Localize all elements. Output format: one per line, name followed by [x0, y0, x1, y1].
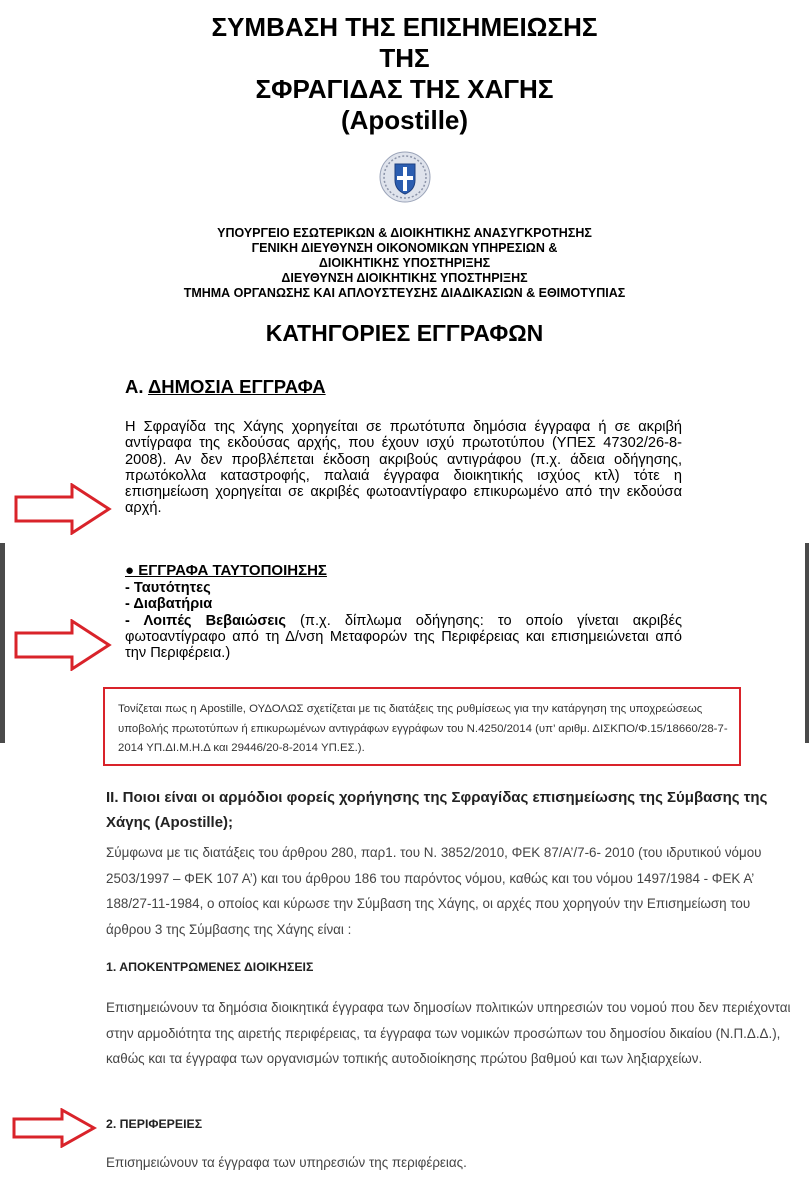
identification-heading: ● ΕΓΓΡΑΦΑ ΤΑΥΤΟΠΟΙΗΣΗΣ — [125, 562, 327, 579]
decentralized-heading: 1. ΑΠΟΚΕΝΤΡΩΜΕΝΕΣ ΔΙΟΙΚΗΣΕΙΣ — [106, 960, 314, 974]
section-a-prefix: Α. — [125, 376, 148, 397]
categories-title: ΚΑΤΗΓΟΡΙΕΣ ΕΓΓΡΑΦΩΝ — [265, 320, 544, 346]
identification-list — [125, 580, 682, 661]
title-line: (Apostille) — [340, 105, 469, 135]
section-ii-heading: ΙΙ. Ποιοι είναι οι αρμόδιοι φορείς χορήγησης της Σφραγίδας επισημείωσης της Σύμβασης της Χάγης (Apostille); — [106, 789, 768, 831]
ministry-header — [0, 226, 809, 301]
ministry-line: ΥΠΟΥΡΓΕΙΟ ΕΣΩΤΕΡΙΚΩΝ & ΔΙΟΙΚΗΤΙΚΗΣ ΑΝΑΣΥΓΚΡΟΤΗΣΗΣ — [217, 226, 592, 240]
right-frame-bar — [805, 543, 809, 743]
list-item-detail: (π.χ. δίπλωμα οδήγησης: το οποίο γίνεται ακριβές φωτοαντίγραφο από τη Δ/νση Μεταφορών της Περιφέρειας και επισημειώνεται από την Περιφέρεια.) — [125, 612, 682, 662]
right-arrow-icon — [14, 619, 112, 671]
document-title — [0, 12, 809, 136]
notice-box — [103, 687, 741, 766]
regions-paragraph: Επισημειώνουν τα έγγραφα των υπηρεσιών της περιφέρειας. — [106, 1155, 467, 1170]
left-frame-bar — [0, 543, 5, 743]
section-a-paragraph: Η Σφραγίδα της Χάγης χορηγείται σε πρωτότυπα δημόσια έγγραφα ή σε ακριβή αντίγραφα της εκδούσας αρχής, που έχουν ισχύ πρωτοτύπου (ΥΠΕΣ 47302/26-8-2008). Αν δεν προβλέπεται έκδοση ακριβούς αντιγράφου (π.χ. άδεια οδήγησης, πρωτόκολλα καταστροφής, παλαιά έγγραφα διοικητικής ισχύος κτλ) τότε η επισημείωση χορηγείται σε ακριβές φωτοαντίγραφο επικυρωμένο από την εκδούσα αρχή. — [125, 419, 682, 517]
list-item-label: - Λοιπές Βεβαιώσεις — [125, 612, 286, 629]
title-line: ΣΦΡΑΓΙΔΑΣ ΤΗΣ ΧΑΓΗΣ — [255, 74, 554, 104]
greek-coat-of-arms-icon — [378, 150, 432, 204]
ministry-line: ΔΙΟΙΚΗΤΙΚΗΣ ΥΠΟΣΤΗΡΙΞΗΣ — [318, 256, 491, 270]
title-line: ΤΗΣ — [379, 43, 430, 73]
ministry-line: ΔΙΕΥΘΥΝΣΗ ΔΙΟΙΚΗΤΙΚΗΣ ΥΠΟΣΤΗΡΙΞΗΣ — [281, 271, 528, 285]
section-a-heading — [125, 376, 326, 398]
ministry-line: ΓΕΝΙΚΗ ΔΙΕΥΘΥΝΣΗ ΟΙΚΟΝΟΜΙΚΩΝ ΥΠΗΡΕΣΙΩΝ & — [251, 241, 558, 255]
section-ii-paragraph: Σύμφωνα με τις διατάξεις του άρθρου 280, παρ1. του Ν. 3852/2010, ΦΕΚ 87/Α’/7-6- 2010 (του ιδρυτικού νόμου 2503/1997 – ΦΕΚ 107 Α’) και του άρθρου 186 του παρόντος νόμου, καθώς και του νόμου 1497/1984 - ΦΕΚ Α’ 188/27-11-1984, ο οποίος και κύρωσε την Σύμβαση της Χάγης, οι αρχές που χορηγούν την Επισημείωση του άρθρου 3 της Σύμβασης της Χάγης είναι : — [106, 845, 762, 937]
section-a-title: ΔΗΜΟΣΙΑ ΕΓΓΡΑΦΑ — [147, 376, 326, 397]
list-item: - Ταυτότητες — [125, 580, 211, 596]
list-item — [125, 613, 682, 662]
title-line: ΣΥΜΒΑΣΗ ΤΗΣ ΕΠΙΣΗΜΕΙΩΣΗΣ — [211, 12, 598, 42]
list-item: - Διαβατήρια — [125, 596, 213, 613]
ministry-line: ΤΜΗΜΑ ΟΡΓΑΝΩΣΗΣ ΚΑΙ ΑΠΛΟΥΣΤΕΥΣΗΣ ΔΙΑΔΙΚΑΣΙΩΝ & ΕΘΙΜΟΤΥΠΙΑΣ — [183, 286, 626, 300]
right-arrow-icon — [14, 483, 112, 535]
right-arrow-icon — [12, 1108, 97, 1148]
regions-heading: 2. ΠΕΡΙΦΕΡΕΙΕΣ — [106, 1117, 203, 1131]
decentralized-paragraph: Επισημειώνουν τα δημόσια διοικητικά έγγραφα των δημοσίων πολιτικών υπηρεσιών του νομού που δεν περιέχονται στην αρμοδιότητα της αιρετής περιφέρειας, τα έγγραφα των νομικών προσώπων του δημοσίου δικαίου (Ν.Π.Δ.Δ.), καθώς και τα έγγραφα των οργανισμών τοπικής αυτοδιοίκησης πρώτου βαθμού και των ληξιαρχείων. — [106, 1000, 791, 1066]
notice-text: Τονίζεται πως η Apostille, ΟΥΔΟΛΩΣ σχετίζεται με τις διατάξεις της ρυθμίσεως για την κατάργηση της υποχρεώσεως υποβολής πρωτοτύπων ή επικυρωμένων αντιγράφων εγγράφων του Ν.4250/2014 (υπ’ αριθμ. ΔΙΣΚΠΟ/Φ.15/18660/28-7-2014 ΥΠ.ΔΙ.Μ.Η.Δ και 29446/20-8-2014 ΥΠ.ΕΣ.). — [118, 703, 728, 755]
